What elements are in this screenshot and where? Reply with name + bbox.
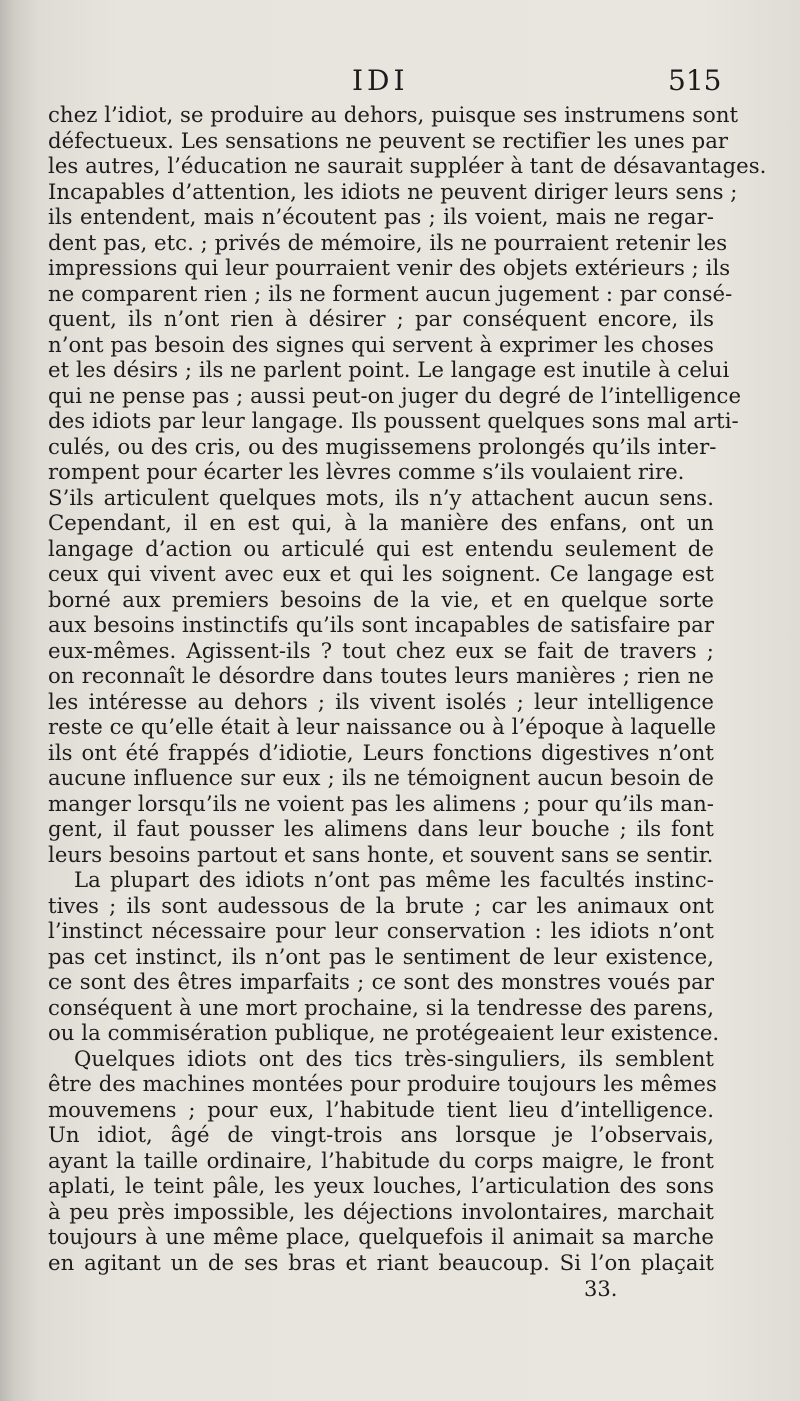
text-line: les intéresse au dehors ; ils vivent isolés ; leur intelligence bbox=[48, 688, 714, 714]
text-line: impressions qui leur pourraient venir des objets extérieurs ; ils bbox=[48, 255, 731, 280]
text-line: manger lorsqu’ils ne voient pas les alimens ; pour qu’ils man- bbox=[48, 790, 714, 816]
text-line: S’ils articulent quelques mots, ils n’y attachent aucun sens. bbox=[48, 484, 714, 510]
page-number: 515 bbox=[668, 64, 722, 97]
text-line: on reconnaît le désordre dans toutes leurs manières ; rien ne bbox=[48, 663, 714, 688]
running-title: IDI bbox=[352, 64, 409, 97]
text-line: gent, il faut pousser les alimens dans leur bouche ; ils font bbox=[48, 816, 714, 841]
text-line: leurs besoins partout et sans honte, et souvent sans se sentir. bbox=[48, 841, 714, 867]
text-line: borné aux premiers besoins de la vie, et en quelque sorte bbox=[48, 586, 714, 612]
text-line: La plupart des idiots n’ont pas même les facultés instinc- bbox=[74, 867, 714, 892]
text-line: langage d’action ou articulé qui est entendu seulement de bbox=[48, 535, 714, 561]
text-line: à peu près impossible, les déjections involontaires, marchait bbox=[48, 1198, 714, 1224]
text-line: et les désirs ; ils ne parlent point. Le langage est inutile à celui bbox=[48, 357, 730, 382]
text-line: ils entendent, mais n’écoutent pas ; ils voient, mais ne regar- bbox=[48, 204, 714, 229]
text-line: ayant la taille ordinaire, l’habitude du corps maigre, le front bbox=[48, 1147, 714, 1173]
signature-mark: 33. bbox=[584, 1277, 618, 1301]
text-line: tives ; ils sont audessous de la brute ; car les animaux ont bbox=[48, 892, 714, 918]
body-text bbox=[48, 102, 767, 1275]
text-line: rompent pour écarter les lèvres comme s’ils voulaient rire. bbox=[48, 459, 685, 484]
running-header bbox=[0, 62, 800, 102]
text-line: pas cet instinct, ils n’ont pas le sentiment de leur existence, bbox=[48, 943, 714, 969]
text-line: Quelques idiots ont des tics très-singuliers, ils semblent bbox=[74, 1045, 714, 1071]
text-line: qui ne pense pas ; aussi peut-on juger du degré de l’intelligence bbox=[48, 382, 742, 408]
text-line: reste ce qu’elle était à leur naissance ou à l’époque à laquelle bbox=[48, 714, 717, 739]
text-line: Cependant, il en est qui, à la manière des enfans, ont un bbox=[48, 510, 714, 535]
text-line: ce sont des êtres imparfaits ; ce sont des monstres voués par bbox=[48, 969, 714, 994]
text-line: quent, ils n’ont rien à désirer ; par conséquent encore, ils bbox=[48, 306, 714, 331]
text-line: ne comparent rien ; ils ne forment aucun jugement : par consé- bbox=[48, 280, 733, 306]
text-line: en agitant un de ses bras et riant beaucoup. Si l’on plaçait bbox=[48, 1249, 714, 1275]
text-line: ceux qui vivent avec eux et qui les soignent. Ce langage est bbox=[48, 561, 714, 586]
text-line: chez l’idiot, se produire au dehors, puisque ses instrumens sont bbox=[48, 102, 739, 127]
text-line: dent pas, etc. ; privés de mémoire, ils ne pourraient retenir les bbox=[48, 229, 728, 255]
text-line: défectueux. Les sensations ne peuvent se rectifier les unes par bbox=[48, 127, 729, 153]
text-line: les autres, l’éducation ne saurait suppléer à tant de désavantages. bbox=[48, 153, 767, 178]
text-line: mouvemens ; pour eux, l’habitude tient lieu d’intelligence. bbox=[48, 1096, 714, 1122]
text-line: des idiots par leur langage. Ils poussent quelques sons mal arti- bbox=[48, 408, 739, 433]
text-line: culés, ou des cris, ou des mugissemens prolongés qu’ils inter- bbox=[48, 433, 717, 459]
text-line: aux besoins instinctifs qu’ils sont incapables de satisfaire par bbox=[48, 612, 714, 637]
text-line: être des machines montées pour produire toujours les mêmes bbox=[48, 1071, 717, 1096]
text-line: eux-mêmes. Agissent-ils ? tout chez eux se fait de travers ; bbox=[48, 637, 714, 663]
text-line: conséquent à une mort prochaine, si la tendresse des parens, bbox=[48, 994, 714, 1020]
text-line: Un idiot, âgé de vingt-trois ans lorsque je l’observais, bbox=[48, 1122, 714, 1147]
text-line: Incapables d’attention, les idiots ne peuvent diriger leurs sens ; bbox=[48, 178, 738, 204]
text-line: l’instinct nécessaire pour leur conservation : les idiots n’ont bbox=[48, 918, 714, 943]
text-line: n’ont pas besoin des signes qui servent à exprimer les choses bbox=[48, 331, 714, 357]
text-line: ils ont été frappés d’idiotie, Leurs fonctions digestives n’ont bbox=[48, 739, 714, 765]
text-line: ou la commisération publique, ne protégeaient leur existence. bbox=[48, 1020, 720, 1045]
text-line: aucune influence sur eux ; ils ne témoignent aucun besoin de bbox=[48, 765, 714, 790]
text-line: toujours à une même place, quelquefois il animait sa marche bbox=[48, 1224, 714, 1249]
text-line: aplati, le teint pâle, les yeux louches, l’articulation des sons bbox=[48, 1173, 714, 1198]
